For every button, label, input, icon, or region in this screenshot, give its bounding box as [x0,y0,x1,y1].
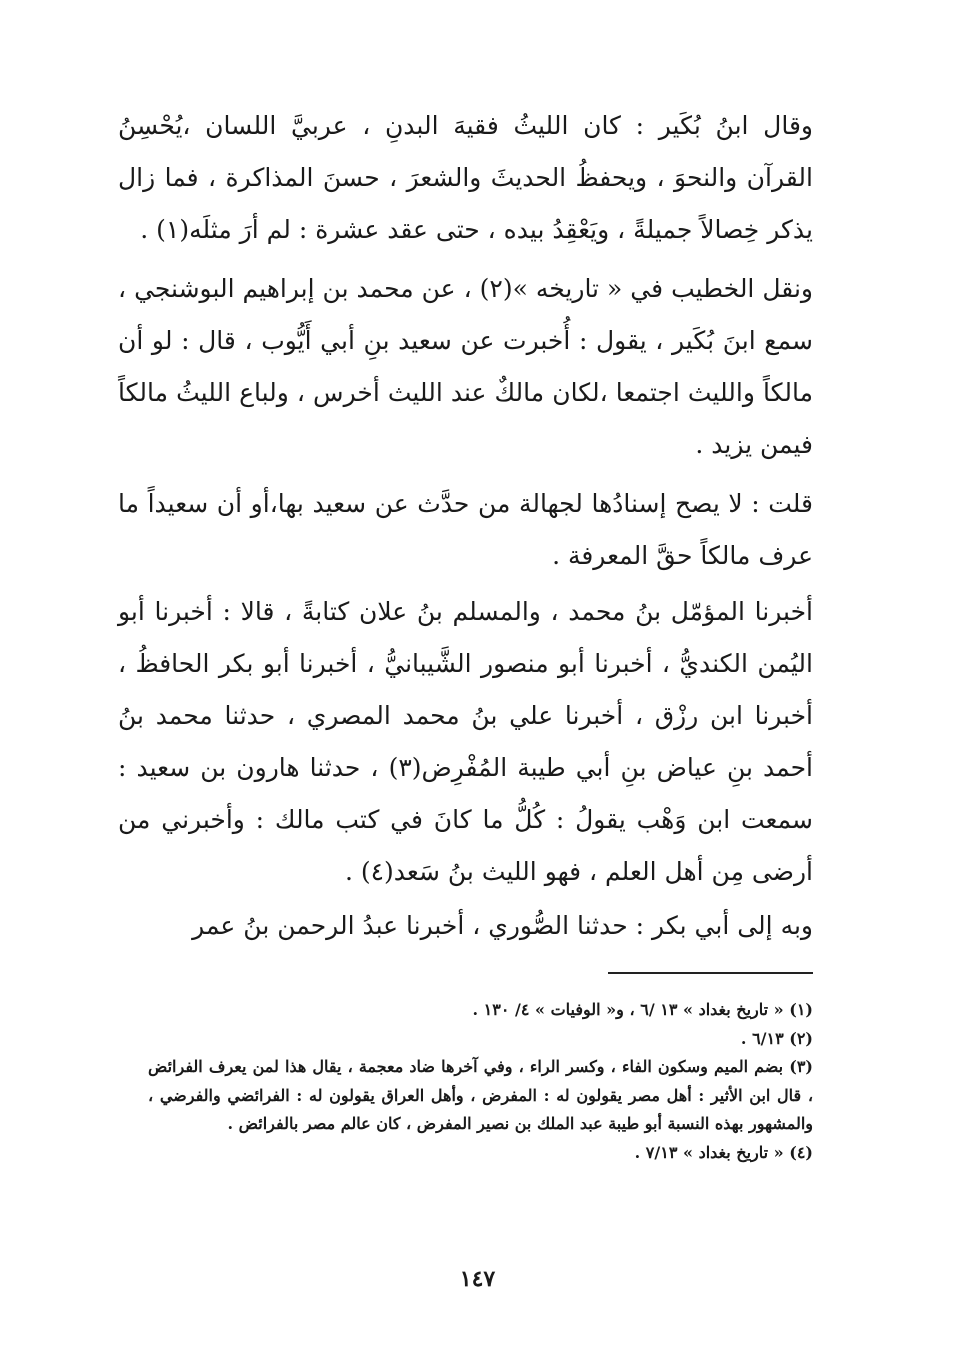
footnote-4: (٤) « تاريخ بغداد » ٧/١٣ . [634,1142,813,1162]
paragraph-isnad [118,586,813,898]
paragraph-comment [118,478,813,582]
page-number: ١٤٧ [459,1266,496,1292]
footnotes [148,996,813,1167]
footnote-1: (١) « تاريخ بغداد » ١٣ /٦ ، و« الوفيات » ٤/ ١٣٠ . [472,1000,813,1019]
paragraph-continuation [118,900,813,952]
footnote-2: (٢) ٦/١٣ . [740,1028,813,1048]
paragraph-text: وقال ابنُ بُكَير : كان الليثُ فقيهَ البدنِ ، عربيَّ اللسان ،يُحْسِنُ القرآن والنحوَ ، ويحفظُ الحديثَ والشعرَ ، حسنَ المذاكرة ، فما زال يذكر خِصالاً جميلةً ، ويَعْقِدُ بيده ، حتى عقد عشرة : لم أرَ مثلَه(١) . [118,111,813,244]
footnote-3: (٣) بضم الميم وسكون الفاء ، وكسر الراء ، وفي آخرها ضاد معجمة ، يقال هذا لمن يعرف الفرائض ، قال ابن الأثير : أهل مصر يقولون له : المفرض ، وأهل العراق يقولون له : الفرائضي والفرضي ، والمشهور بهذه النسبة أبو طيبة عبد الملك بن نصير المفرض ، كان عالم مصر بالفرائض . [148,1057,813,1133]
paragraph-text: أخبرنا المؤمّل بنُ محمد ، والمسلم بنُ علان كتابةً ، قالا : أخبرنا أبو اليُمن الكنديُّ ، أخبرنا أبو منصور الشَّيبانيُّ ، أخبرنا أبو بكر الحافظُ ، أخبرنا ابن رزْق ، أخبرنا علي بنُ محمد المصري ، حدثنا محمد بنُ أحمد بنِ عياض بنِ أبي طيبة المُفْرِض(٣) ، حدثنا هارون بن سعيد : سمعت ابن وَهْب يقولُ : كُلُّ ما كانَ في كتب مالك : وأخبرني من أرضى مِن أهل العلم ، فهو الليث بنُ سَعد(٤) . [118,597,813,886]
paragraph-text: وبه إلى أبي بكر : حدثنا الصُّوري ، أخبرنا عبدُ الرحمن بنُ عمر [192,911,813,940]
paragraph-khatib [118,263,813,471]
paragraph-text: قلت : لا يصح إسنادُها لجهالة من حدَّث عن سعيد بها،أو أن سعيداً ما عرف مالكاً حقَّ المعرفة . [118,489,814,570]
footnote-divider [608,972,813,974]
paragraph-ibn-bukayr [118,100,813,256]
paragraph-text: ونقل الخطيب في « تاريخه »(٢) ، عن محمد بن إبراهيم البوشنجي ، سمع ابنَ بُكَير ، يقول : أُخبرت عن سعيد بنِ أبي أَيُّوب ، قال : لو أن مالكاً والليث اجتمعا ،لكان مالكٌ عند الليث أخرس ، ولباع الليثُ مالكاً فيمن يزيد . [118,274,814,459]
